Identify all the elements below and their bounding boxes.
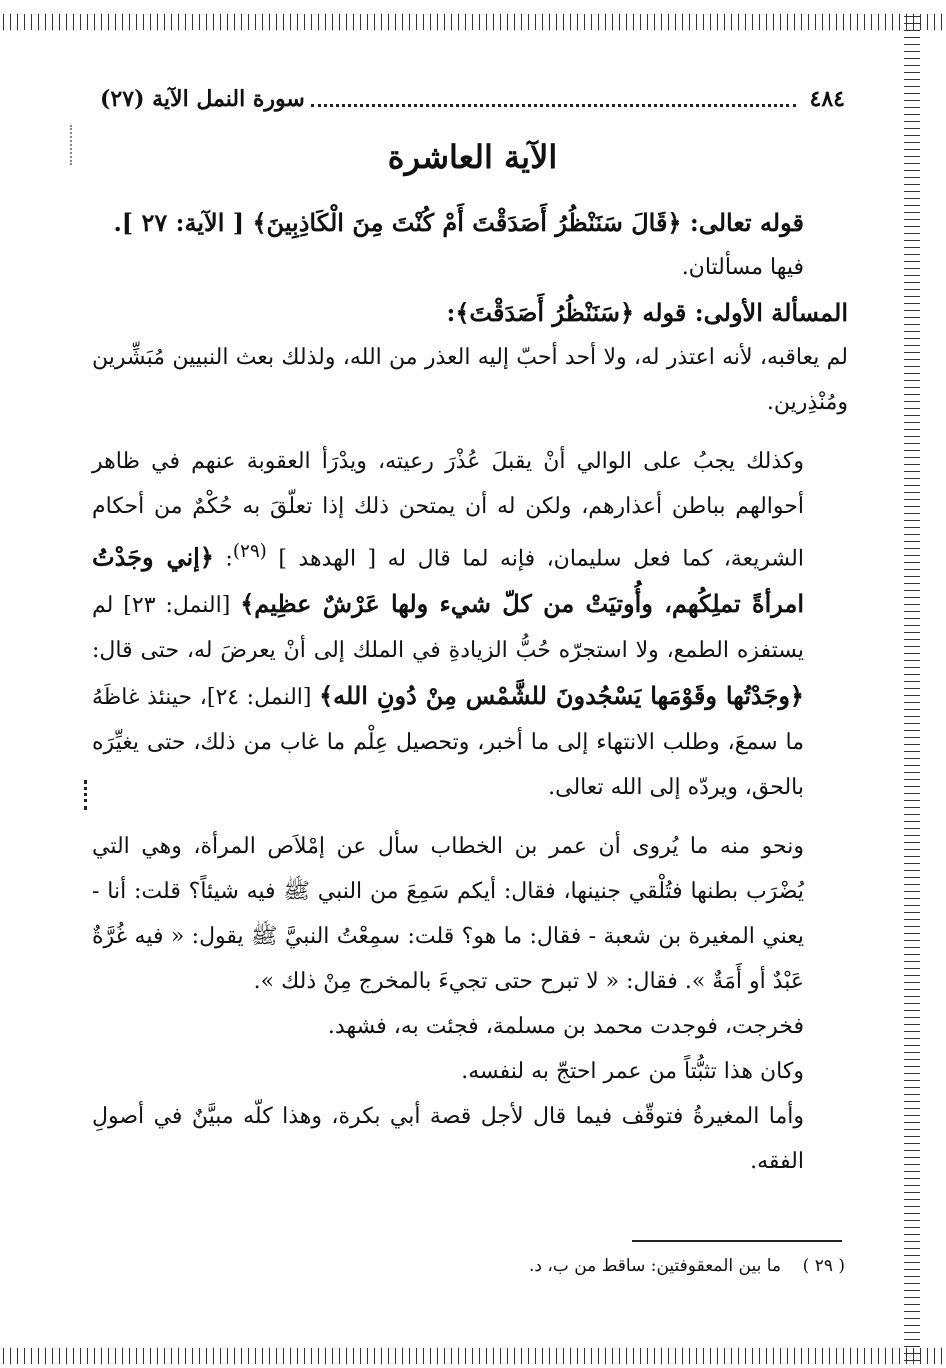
text-run: وكذلك يجبُ على الوالي أنْ يقبلَ عُذْرَ رعيته، ويدْرَأ العقوبة عنهم في ظاهر أحوالهم بباطن أعذارهم، ولكن له أن يمتحن ذلك إذا تعلّقَ به حُكْمٌ من أحكام الشريعة، كما فعل سليمان، فإنه لما قال له [ الهدهد ] bbox=[92, 449, 804, 572]
text-run: [النمل: ٢٤]، حينئذ غاظَهُ ما سمعَ، وطلب الانتهاء إلى ما أخبر، وتحصيل عِلْم ما غاب من ذلك، حتى يغيِّرَه بالحق، ويردّه إلى الله تعالى. bbox=[92, 685, 804, 801]
page-border-bottom bbox=[0, 1348, 946, 1364]
text-run: [النمل: ٢٣] لم يستفزه الطمع، ولا استجرّه حُبُّ الزيادةِ في الملك إلى أنْ يعرضَ له، حتى قال: bbox=[92, 593, 804, 664]
text-run: : bbox=[213, 546, 233, 572]
quran-quote: ﴿وجَدْتُها وقَوْمَها يَسْجُدونَ للشَّمْس مِنْ دُونِ الله﴾ bbox=[319, 681, 804, 711]
issues-line: فيها مسألتان. bbox=[681, 255, 804, 280]
paragraph: وأما المغيرةُ فتوقّف فيما قال لأجل قصة أبي بكرة، وهذا كلّه مبيَّنٌ في أصولِ الفقه. bbox=[92, 1104, 804, 1175]
issue-heading: المسألة الأولى: قوله ﴿سَنَنْظُرُ أَصَدَقْتَ﴾: bbox=[446, 298, 848, 327]
verse-line: قوله تعالى: ﴿قَالَ سَنَنْظُرُ أَصَدَقْتَ أَمْ كُنْتَ مِنَ الْكَاذِبِينَ﴾ [ الآية: ٢٧ ]. bbox=[113, 208, 804, 237]
page-border-right bbox=[904, 14, 920, 1364]
footnote-text: ما بين المعقوفتين: ساقط من ب، د. bbox=[528, 1256, 782, 1276]
page-border-top bbox=[0, 14, 946, 30]
footnote-number: ( ٢٩ ) bbox=[802, 1256, 845, 1276]
paragraph: وكان هذا تثبُّتاً من عمر احتجّ به لنفسه. bbox=[461, 1059, 804, 1085]
footnote-ref: (٢٩) bbox=[232, 541, 267, 562]
main-text bbox=[92, 200, 848, 1184]
running-title: سورة النمل الآية (٢٧) bbox=[100, 86, 305, 112]
margin-mark bbox=[70, 125, 74, 165]
leader-dots bbox=[311, 92, 796, 107]
paragraph: ونحو منه ما يُروى أن عمر بن الخطاب سأل عن إمْلاَص المرأة، وهي التي يُضْرَب بطنها فتُلْقي جنينها، فقال: أيكم سَمِعَ من النبي ﷺ فيه شيئاً؟ قلت: أنا - يعني المغيرة بن شعبة - فقال: ما هو؟ قلت: سمِعْتُ النبيَّ ﷺ يقول: « فيه غُرَّةٌ عَبْدٌ أو أَمَةٌ ». فقال: « لا تبرح حتى تجيءَ بالمخرج مِنْ ذلك ». bbox=[92, 834, 804, 995]
footnote-rule bbox=[632, 1240, 842, 1242]
paragraph: فخرجت، فوجدت محمد بن مسلمة، فجئت به، فشهد. bbox=[327, 1014, 804, 1040]
footnote bbox=[300, 1256, 845, 1276]
page-number: ٤٨٤ bbox=[809, 86, 845, 112]
paragraph bbox=[92, 439, 848, 810]
section-title: الآية العاشرة bbox=[387, 138, 558, 176]
margin-mark bbox=[84, 780, 89, 810]
quran-quote: ﴿إني وجَدْتُ امرأةً تملِكُهم، وأُوتيَتْ من كلّ شيء ولها عَرْشٌ عظِيم﴾ bbox=[92, 542, 804, 619]
paragraph: لم يعاقبه، لأنه اعتذر له، ولا أحد أحبّ إليه العذر من الله، ولذلك بعث النبيين مُبَشِّرين ومُنْذِرين. bbox=[92, 345, 848, 415]
running-header bbox=[100, 82, 845, 116]
